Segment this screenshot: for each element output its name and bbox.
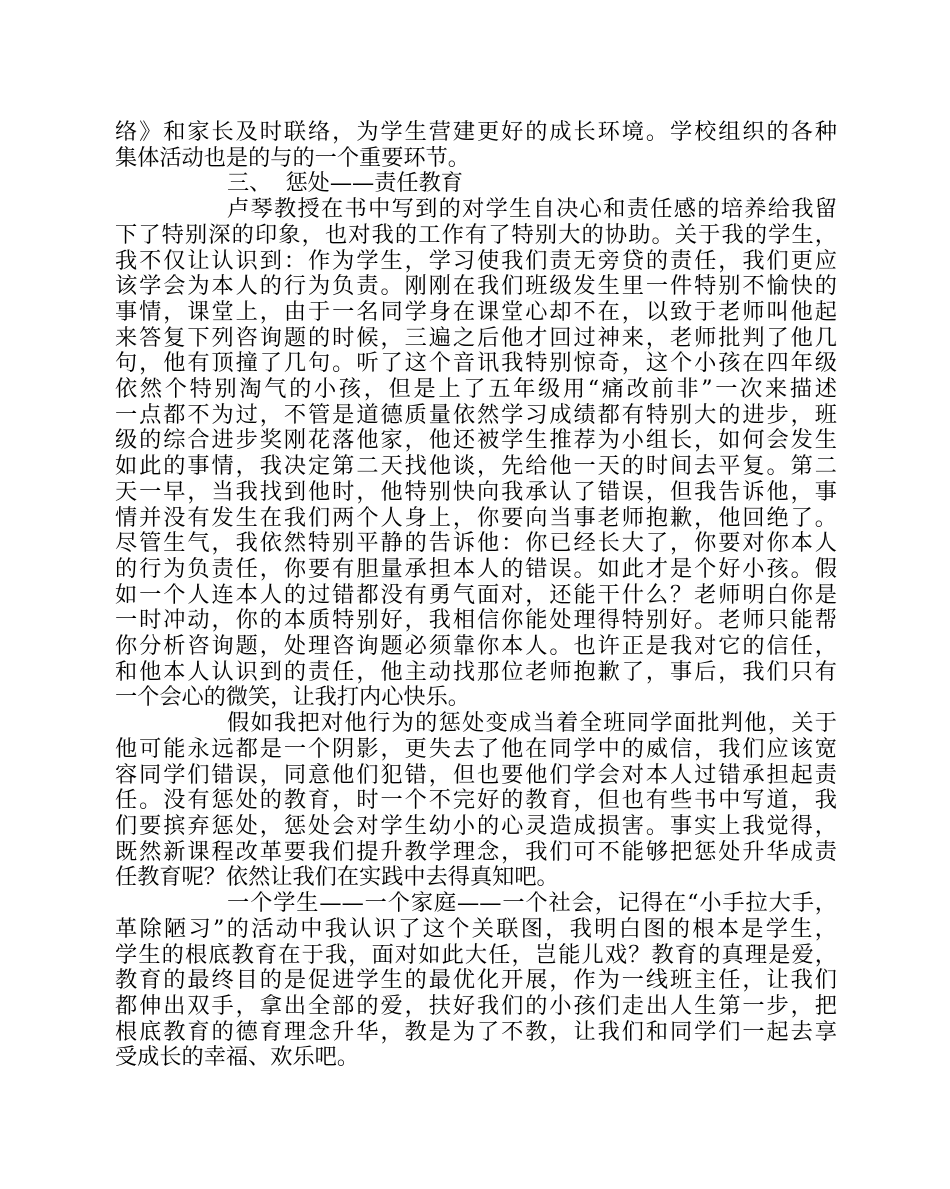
text-line: 络》和家长及时联络，为学生营建更好的成长环境。学校组织的各种	[115, 120, 837, 145]
text-line: 卢琴教授在书中写到的对学生自决心和责任感的培养给我留	[227, 197, 837, 223]
text-line: 任教育呢？依然让我们在实践中去得真知吧。	[115, 865, 559, 891]
text-line: 一点都不为过，不管是道德质量依然学习成绩都有特别大的进步，班	[115, 402, 837, 428]
text-line: 革除陋习”的活动中我认识了这个关联图，我明白图的根本是学生，	[115, 916, 837, 942]
text-line: 学生的根底教育在于我，面对如此大任，岂能儿戏？教育的真理是爱，	[115, 942, 837, 968]
text-line: 尽管生气，我依然特别平静的告诉他：你已经长大了，你要对你本人	[115, 531, 837, 557]
text-line: 该学会为本人的行为负责。刚刚在我们班级发生里一件特别不愉快的	[115, 274, 837, 300]
text-line: 任。没有惩处的教育，时一个不完好的教育，但也有些书中写道，我	[115, 788, 837, 814]
text-line: 容同学们错误，同意他们犯错，但也要他们学会对本人过错承担起责	[115, 762, 837, 788]
text-line: 来答复下列咨询题的时候，三遍之后他才回过神来，老师批判了他几	[115, 325, 837, 351]
text-line: 教育的最终目的是促进学生的最优化开展，作为一线班主任，让我们	[115, 968, 837, 994]
text-line: 句，他有顶撞了几句。听了这个音讯我特别惊奇，这个小孩在四年级	[115, 351, 837, 377]
text-line: 假如我把对他行为的惩处变成当着全班同学面批判他，关于	[227, 711, 837, 737]
text-line: 依然个特别淘气的小孩，但是上了五年级用“痛改前非”一次来描述	[115, 377, 837, 403]
text-line: 一个会心的微笑，让我打内心快乐。	[115, 685, 470, 711]
text-line: 的行为负责任，你要有胆量承担本人的错误。如此才是个好小孩。假	[115, 556, 837, 582]
text-line: 们要摈弃惩处，惩处会对学生幼小的心灵造成损害。事实上我觉得，	[115, 813, 837, 839]
text-line: 情并没有发生在我们两个人身上，你要向当事老师抱歉，他回绝了。	[115, 505, 837, 531]
text-line: 他可能永远都是一个阴影，更失去了他在同学中的威信，我们应该宽	[115, 736, 837, 762]
document-body	[115, 120, 837, 1071]
text-line: 一时冲动，你的本质特别好，我相信你能处理得特别好。老师只能帮	[115, 608, 837, 634]
text-line: 我不仅让认识到：作为学生，学习使我们责无旁贷的责任，我们更应	[115, 248, 837, 274]
text-line: 一个学生——一个家庭——一个社会，记得在“小手拉大手，	[227, 891, 837, 917]
text-line: 受成长的幸福、欢乐吧。	[115, 1045, 360, 1071]
text-line: 下了特别深的印象，也对我的工作有了特别大的协助。关于我的学生，	[115, 222, 837, 248]
text-line: 集体活动也是的与的一个重要环节。	[115, 145, 470, 171]
text-line: 既然新课程改革要我们提升教学理念，我们可不能够把惩处升华成责	[115, 839, 837, 865]
text-line: 和他本人认识到的责任，他主动找那位老师抱歉了，事后，我们只有	[115, 659, 837, 685]
text-line: 根底教育的德育理念升华，教是为了不教，让我们和同学们一起去享	[115, 1019, 837, 1045]
text-line: 级的综合进步奖刚花落他家，他还被学生推荐为小组长，如何会发生	[115, 428, 837, 454]
text-line: 天一早，当我找到他时，他特别快向我承认了错误，但我告诉他，事	[115, 479, 837, 505]
text-line: 如此的事情，我决定第二天找他谈，先给他一天的时间去平复。第二	[115, 454, 837, 480]
text-line: 事情，课堂上，由于一名同学身在课堂心却不在，以致于老师叫他起	[115, 299, 837, 325]
text-line: 你分析咨询题，处理咨询题必须靠你本人。也许正是我对它的信任，	[115, 634, 837, 660]
text-line: 如一个人连本人的过错都没有勇气面对，还能干什么？老师明白你是	[115, 582, 837, 608]
section-heading: 三、 惩处——责任教育	[227, 171, 463, 197]
text-line: 都伸出双手，拿出全部的爱，扶好我们的小孩们走出人生第一步，把	[115, 993, 837, 1019]
